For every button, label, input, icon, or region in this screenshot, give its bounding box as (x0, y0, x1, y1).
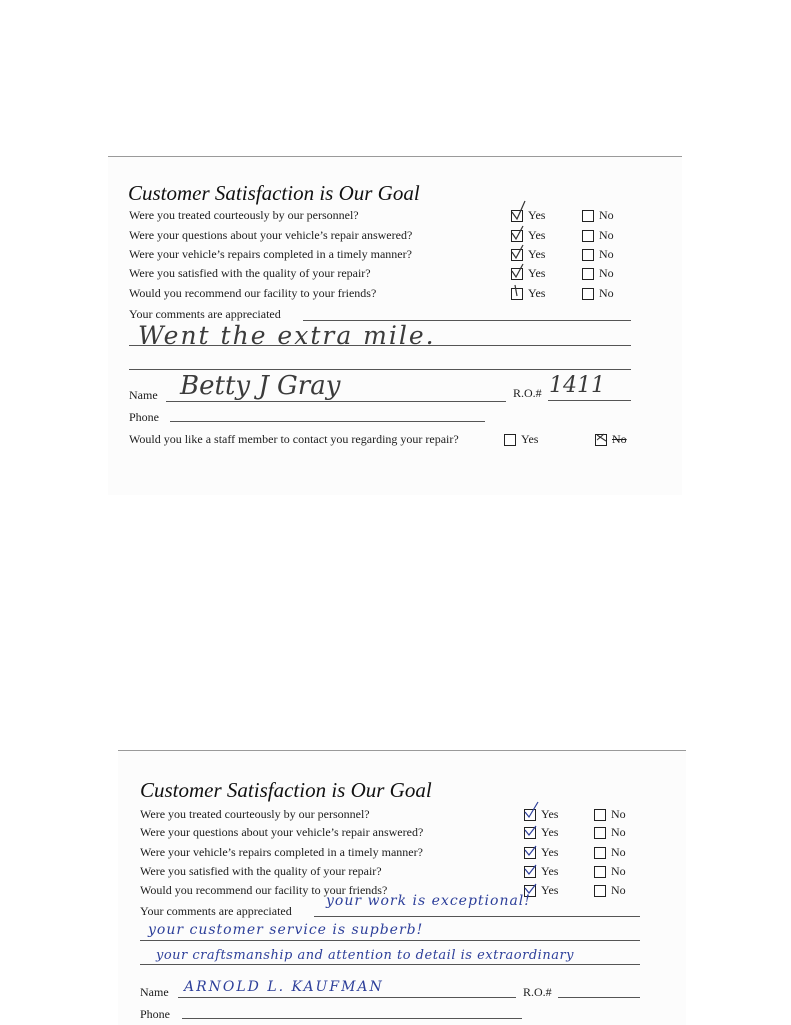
no-checkbox[interactable] (594, 866, 606, 878)
phone-line (182, 1018, 522, 1019)
no-option[interactable] (594, 845, 626, 860)
yes-option[interactable] (511, 247, 545, 262)
contact-yes-option[interactable] (504, 432, 538, 447)
yes-checkbox-checked[interactable] (524, 809, 536, 821)
check-mark-icon (510, 283, 526, 299)
no-label: No (611, 807, 626, 821)
name-line (166, 401, 506, 402)
yes-label: Yes (541, 807, 559, 821)
no-option[interactable] (582, 247, 614, 262)
handwritten-ro-number[interactable]: 1411 (549, 373, 605, 398)
yes-label: Yes (528, 228, 546, 242)
no-checkbox[interactable] (582, 230, 594, 242)
x-mark-icon (594, 429, 610, 445)
no-label: No (599, 266, 614, 280)
check-mark-icon (510, 205, 526, 221)
ro-label: R.O.# (513, 386, 542, 400)
comment-line (140, 964, 640, 965)
no-option[interactable] (582, 208, 614, 223)
no-option[interactable] (582, 228, 614, 243)
no-checkbox[interactable] (594, 847, 606, 859)
name-line (178, 997, 516, 998)
check-mark-icon (510, 244, 526, 260)
yes-option[interactable] (524, 807, 558, 822)
card-title: Customer Satisfaction is Our Goal (128, 181, 420, 205)
name-label: Name (140, 985, 169, 999)
no-label: No (599, 247, 614, 261)
ro-line (558, 997, 640, 998)
no-option[interactable] (594, 883, 626, 898)
no-option[interactable] (594, 807, 626, 822)
no-label: No (611, 883, 626, 897)
check-mark-icon (523, 861, 539, 877)
handwritten-comment[interactable]: Went the extra mile. (138, 321, 436, 350)
yes-checkbox-checked[interactable] (511, 210, 523, 222)
yes-checkbox-checked[interactable] (524, 866, 536, 878)
question-timely: Were your vehicle’s repairs completed in a timely manner? (129, 247, 412, 261)
yes-label: Yes (528, 266, 546, 280)
no-label: No (611, 845, 626, 859)
question-courteous: Were you treated courteously by our personnel? (129, 208, 359, 222)
handwritten-comment[interactable]: your craftsmanship and attention to detail is extraordinary (156, 948, 575, 963)
yes-option[interactable] (524, 864, 558, 879)
yes-option[interactable] (511, 208, 545, 223)
question-quality: Were you satisfied with the quality of your repair? (140, 864, 382, 878)
check-mark-icon (510, 263, 526, 279)
comments-label: Your comments are appreciated (129, 307, 281, 321)
contact-no-label: No (612, 432, 627, 446)
no-label: No (611, 825, 626, 839)
question-timely: Were your vehicle’s repairs completed in a timely manner? (140, 845, 423, 859)
yes-checkbox-checked[interactable] (511, 268, 523, 280)
no-option[interactable] (582, 266, 614, 281)
yes-option[interactable] (524, 845, 558, 860)
yes-label: Yes (541, 864, 559, 878)
question-quality: Were you satisfied with the quality of your repair? (129, 266, 371, 280)
check-mark-icon (523, 804, 539, 820)
no-option[interactable] (594, 864, 626, 879)
contact-yes-checkbox[interactable] (504, 434, 516, 446)
yes-checkbox-checked[interactable] (511, 230, 523, 242)
no-checkbox[interactable] (582, 210, 594, 222)
phone-label: Phone (140, 1007, 170, 1021)
comment-line (314, 916, 640, 917)
check-mark-icon (523, 822, 539, 838)
comment-line (129, 345, 631, 346)
survey-card-2 (118, 750, 686, 1025)
yes-checkbox-checked[interactable] (511, 249, 523, 261)
no-label: No (599, 228, 614, 242)
yes-option[interactable] (511, 228, 545, 243)
check-mark-icon (523, 842, 539, 858)
no-checkbox[interactable] (582, 268, 594, 280)
check-mark-icon (510, 225, 526, 241)
handwritten-name[interactable]: Betty J Gray (180, 371, 341, 401)
question-recommend: Would you recommend our facility to your friends? (140, 883, 388, 897)
phone-label: Phone (129, 410, 159, 424)
no-label: No (611, 864, 626, 878)
yes-label: Yes (541, 825, 559, 839)
yes-label: Yes (528, 286, 546, 300)
no-option[interactable] (582, 286, 614, 301)
question-recommend: Would you recommend our facility to your friends? (129, 286, 377, 300)
handwritten-name[interactable]: ARNOLD L. KAUFMAN (184, 979, 384, 995)
no-label: No (599, 208, 614, 222)
survey-card-1 (108, 156, 682, 495)
contact-question: Would you like a staff member to contact you regarding your repair? (129, 432, 459, 446)
yes-label: Yes (528, 247, 546, 261)
question-courteous: Were you treated courteously by our personnel? (140, 807, 370, 821)
contact-yes-label: Yes (521, 432, 539, 446)
yes-label: Yes (541, 845, 559, 859)
yes-label: Yes (528, 208, 546, 222)
question-answered: Were your questions about your vehicle’s repair answered? (129, 228, 413, 242)
comment-line (129, 369, 631, 370)
contact-no-option[interactable] (595, 432, 627, 447)
handwritten-comment[interactable]: your customer service is supberb! (148, 922, 424, 938)
comment-line (140, 940, 640, 941)
yes-option[interactable] (511, 266, 545, 281)
no-checkbox[interactable] (594, 809, 606, 821)
yes-option[interactable] (511, 286, 545, 301)
phone-line (170, 421, 485, 422)
ro-label: R.O.# (523, 985, 552, 999)
comments-label: Your comments are appreciated (140, 904, 292, 918)
yes-checkbox-checked[interactable] (511, 288, 523, 300)
yes-checkbox-checked[interactable] (524, 847, 536, 859)
card-title: Customer Satisfaction is Our Goal (140, 778, 432, 802)
no-checkbox[interactable] (582, 249, 594, 261)
no-option[interactable] (594, 825, 626, 840)
yes-label: Yes (541, 883, 559, 897)
no-checkbox[interactable] (582, 288, 594, 300)
ro-line (548, 400, 631, 401)
no-checkbox[interactable] (594, 827, 606, 839)
question-answered: Were your questions about your vehicle’s repair answered? (140, 825, 424, 839)
yes-option[interactable] (524, 825, 558, 840)
no-label: No (599, 286, 614, 300)
contact-no-checkbox-checked[interactable] (595, 434, 607, 446)
yes-checkbox-checked[interactable] (524, 827, 536, 839)
handwritten-comment[interactable]: your work is exceptional! (326, 893, 531, 909)
no-checkbox[interactable] (594, 885, 606, 897)
name-label: Name (129, 388, 158, 402)
